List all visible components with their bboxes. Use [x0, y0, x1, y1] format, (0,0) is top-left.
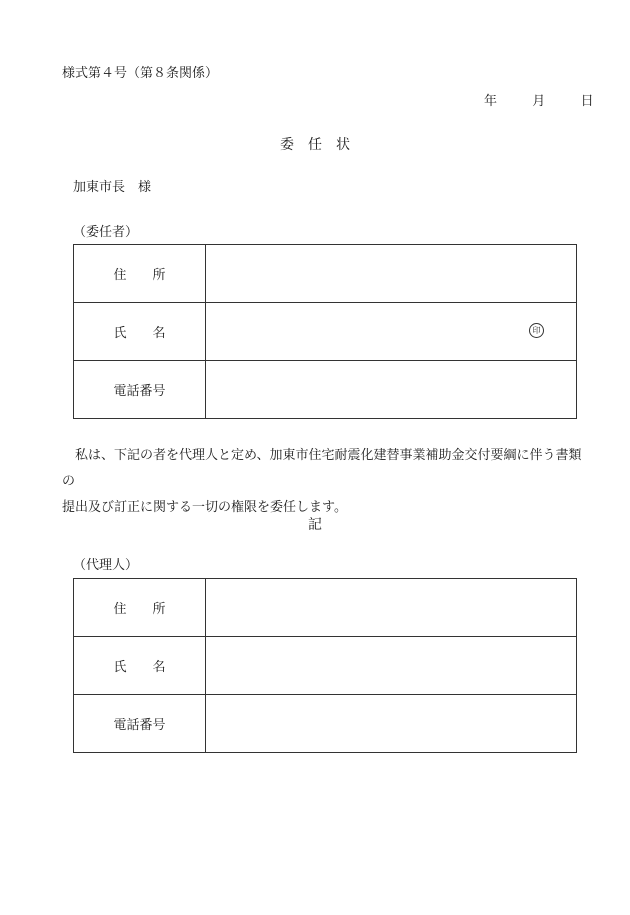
- date-line: [484, 90, 594, 109]
- table-row: [74, 695, 577, 753]
- delegator-address-field[interactable]: [206, 245, 577, 303]
- table-row: [74, 637, 577, 695]
- agent-phone-label: 電話番号: [74, 695, 206, 753]
- agent-name-label: 氏 名: [74, 637, 206, 695]
- delegator-heading: （委任者）: [73, 225, 139, 240]
- ki-heading: 記: [308, 517, 322, 533]
- table-row: [74, 303, 577, 361]
- date-month-label: 月: [532, 94, 546, 109]
- delegator-phone-field[interactable]: [206, 361, 577, 419]
- delegator-phone-label: 電話番号: [74, 361, 206, 419]
- delegator-name-label: 氏 名: [74, 303, 206, 361]
- statement-line-1: 私は、下記の者を代理人と定め、加東市住宅耐震化建替事業補助金交付要綱に伴う書類の: [62, 448, 582, 489]
- document-title: 委 任 状: [280, 137, 350, 153]
- agent-phone-field[interactable]: [206, 695, 577, 753]
- addressee: 加東市長 様: [73, 180, 152, 195]
- statement-line-2: 提出及び訂正に関する一切の権限を委任します。: [62, 500, 347, 515]
- delegator-table: [73, 244, 577, 419]
- form-number: 様式第４号（第８条関係）: [62, 66, 219, 81]
- delegation-statement: [62, 443, 592, 521]
- table-row: [74, 579, 577, 637]
- agent-heading: （代理人）: [73, 558, 139, 573]
- table-row: [74, 361, 577, 419]
- seal-mark-icon: 印: [529, 323, 544, 338]
- date-year-label: 年: [484, 94, 498, 109]
- agent-table: [73, 578, 577, 753]
- delegator-address-label: 住 所: [74, 245, 206, 303]
- date-day-label: 日: [580, 94, 594, 109]
- table-row: [74, 245, 577, 303]
- agent-name-field[interactable]: [206, 637, 577, 695]
- agent-address-field[interactable]: [206, 579, 577, 637]
- delegator-name-field[interactable]: [206, 303, 577, 361]
- agent-address-label: 住 所: [74, 579, 206, 637]
